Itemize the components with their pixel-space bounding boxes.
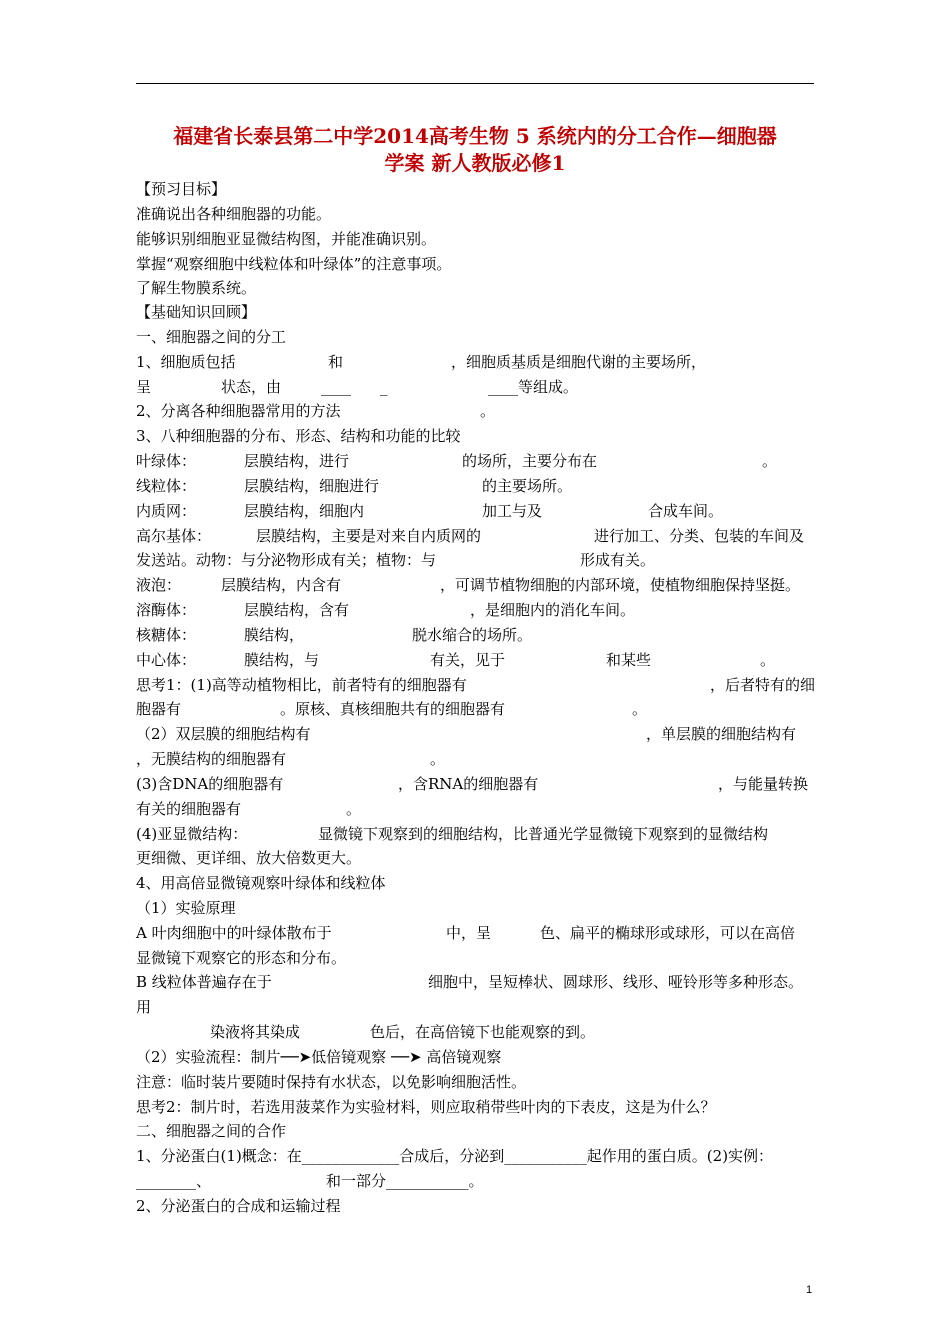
text-line-14-seg-0: 高尔基体： xyxy=(136,527,212,545)
text-line-28-seg-0: 4、用高倍显微镜观察叶绿体和线粒体 xyxy=(136,874,386,892)
text-line-12-seg-2: 的主要场所。 xyxy=(482,477,573,495)
text-line-16-seg-1: 层膜结构，内含有 xyxy=(221,576,342,594)
text-line-12-seg-0: 线粒体： xyxy=(136,477,197,495)
text-line-18-seg-1: 膜结构， xyxy=(244,626,305,644)
text-line-40-seg-0: ________、 xyxy=(136,1172,212,1190)
text-line-32-seg-1: 细胞中，呈短棒状、圆球形、线形、哑铃形等多种形态。 xyxy=(428,973,804,991)
text-line-19-seg-0: 中心体： xyxy=(136,651,197,669)
text-line-39-seg-0: 1、分泌蛋白(1)概念：在_____________合成后，分泌到___________起作用的蛋白质。(2)实例： xyxy=(136,1147,774,1165)
text-line-4-seg-0: 了解生物膜系统。 xyxy=(136,279,257,297)
text-line-6-seg-0: 一、细胞器之间的分工 xyxy=(136,328,287,346)
text-line-8-seg-3: _ xyxy=(380,378,388,396)
text-line-24-seg-0: (3)含DNA的细胞器有 xyxy=(136,775,284,793)
text-line-10-seg-0: 3、八种细胞器的分布、形态、结构和功能的比较 xyxy=(136,427,461,445)
text-line-23-seg-0: ，无膜结构的细胞器有 xyxy=(136,750,287,768)
text-line-7-seg-1: 和 xyxy=(328,353,344,371)
text-line-23-seg-1: 。 xyxy=(430,750,446,768)
text-line-8-seg-1: 状态，由 xyxy=(221,378,282,396)
text-line-13-seg-3: 合成车间。 xyxy=(648,502,724,520)
text-line-16-seg-2: ，可调节植物细胞的内部环境，使植物细胞保持坚挺。 xyxy=(440,576,801,594)
text-line-3-seg-0: 掌握“观察细胞中线粒体和叶绿体”的注意事项。 xyxy=(136,255,452,273)
text-line-36-seg-0: 注意：临时装片要随时保持有水状态，以免影响细胞活性。 xyxy=(136,1073,527,1091)
text-line-18-seg-2: 脱水缩合的场所。 xyxy=(412,626,533,644)
text-line-41-seg-0: 2、分泌蛋白的合成和运输过程 xyxy=(136,1197,341,1215)
text-line-1-seg-0: 准确说出各种细胞器的功能。 xyxy=(136,205,332,223)
text-line-34-seg-1: 色后，在高倍镜下也能观察的到。 xyxy=(370,1023,596,1041)
text-line-25-seg-0: 有关的细胞器有 xyxy=(136,800,242,818)
text-line-22-seg-1: ，单层膜的细胞结构有 xyxy=(646,725,797,743)
text-line-11-seg-3: 。 xyxy=(762,452,778,470)
text-line-19-seg-3: 和某些 xyxy=(606,651,652,669)
text-line-12-seg-1: 层膜结构，细胞进行 xyxy=(244,477,380,495)
text-line-17-seg-1: 层膜结构，含有 xyxy=(244,601,350,619)
text-line-15-seg-1: 形成有关。 xyxy=(580,551,656,569)
text-line-19-seg-1: 膜结构，与 xyxy=(244,651,320,669)
text-line-9-seg-0: 2、分离各种细胞器常用的方法 xyxy=(136,402,341,420)
text-line-29-seg-0: （1）实验原理 xyxy=(136,899,236,917)
text-line-33-seg-0: 用 xyxy=(136,998,152,1016)
text-line-17-seg-2: ，是细胞内的消化车间。 xyxy=(470,601,636,619)
text-line-8-seg-0: 呈 xyxy=(136,378,152,396)
text-line-22-seg-0: （2）双层膜的细胞结构有 xyxy=(136,725,311,743)
text-line-0-seg-0: 【预习目标】 xyxy=(136,180,227,198)
text-line-32-seg-0: B 线粒体普遍存在于 xyxy=(136,973,272,991)
text-line-26-seg-1: 显微镜下观察到的细胞结构，比普通光学显微镜下观察到的显微结构 xyxy=(318,825,769,843)
text-line-19-seg-2: 有关，见于 xyxy=(430,651,506,669)
text-line-11-seg-1: 层膜结构，进行 xyxy=(244,452,350,470)
text-line-26-seg-0: (4)亚显微结构： xyxy=(136,825,248,843)
text-line-13-seg-1: 层膜结构，细胞内 xyxy=(244,502,365,520)
text-line-20-seg-1: ，后者特有的细 xyxy=(710,676,816,694)
text-line-11-seg-0: 叶绿体： xyxy=(136,452,197,470)
text-line-37-seg-0: 思考2：制片时，若选用菠菜作为实验材料，则应取稍带些叶肉的下表皮，这是为什么？ xyxy=(136,1098,716,1116)
text-line-13-seg-0: 内质网： xyxy=(136,502,197,520)
text-line-9-seg-1: 。 xyxy=(480,402,496,420)
text-line-5-seg-0: 【基础知识回顾】 xyxy=(136,303,257,321)
text-line-21-seg-0: 胞器有 xyxy=(136,700,182,718)
text-line-20-seg-0: 思考1：(1)高等动植物相比，前者特有的细胞器有 xyxy=(136,676,467,694)
text-line-30-seg-0: A 叶肉细胞中的叶绿体散布于 xyxy=(136,924,332,942)
header-rule xyxy=(136,83,814,84)
text-line-16-seg-0: 液泡： xyxy=(136,576,182,594)
document-title-line2: 学案 新人教版必修1 xyxy=(384,151,566,175)
text-line-21-seg-2: 。 xyxy=(632,700,648,718)
text-line-30-seg-2: 色、扁平的椭球形或球形，可以在高倍 xyxy=(540,924,796,942)
text-line-15-seg-0: 发送站。动物：与分泌物形成有关；植物：与 xyxy=(136,551,437,569)
text-line-21-seg-1: 。原核、真核细胞共有的细胞器有 xyxy=(280,700,506,718)
text-line-17-seg-0: 溶酶体： xyxy=(136,601,197,619)
text-line-31-seg-0: 显微镜下观察它的形态和分布。 xyxy=(136,949,347,967)
text-line-34-seg-0: 染液将其染成 xyxy=(210,1023,301,1041)
text-line-7-seg-0: 1、细胞质包括 xyxy=(136,353,236,371)
text-line-38-seg-0: 二、细胞器之间的合作 xyxy=(136,1122,287,1140)
page-number: 1 xyxy=(806,1284,813,1296)
text-line-27-seg-0: 更细微、更详细、放大倍数更大。 xyxy=(136,849,362,867)
text-line-14-seg-1: 层膜结构，主要是对来自内质网的 xyxy=(256,527,482,545)
text-line-14-seg-2: 进行加工、分类、包装的车间及 xyxy=(594,527,805,545)
text-line-8-seg-2: ____ xyxy=(321,378,351,396)
text-line-35-seg-0: （2）实验流程：制片──➤低倍镜观察 ──➤ 高倍镜观察 xyxy=(136,1048,502,1066)
document-title-line1: 福建省长泰县第二中学2014高考生物 5 系统内的分工合作—细胞器 xyxy=(173,124,777,148)
text-line-7-seg-2: ，细胞质基质是细胞代谢的主要场所， xyxy=(451,353,707,371)
text-line-30-seg-1: 中，呈 xyxy=(446,924,492,942)
text-line-11-seg-2: 的场所，主要分布在 xyxy=(462,452,598,470)
text-line-19-seg-4: 。 xyxy=(760,651,776,669)
text-line-24-seg-2: ，与能量转换 xyxy=(718,775,809,793)
text-line-40-seg-1: 和一部分___________。 xyxy=(326,1172,484,1190)
text-line-25-seg-1: 。 xyxy=(346,800,362,818)
text-line-18-seg-0: 核糖体： xyxy=(136,626,197,644)
text-line-13-seg-2: 加工与及 xyxy=(482,502,543,520)
text-line-8-seg-4: ____等组成。 xyxy=(488,378,579,396)
text-line-2-seg-0: 能够识别细胞亚显微结构图，并能准确识别。 xyxy=(136,230,437,248)
text-line-24-seg-1: ，含RNA的细胞器有 xyxy=(398,775,539,793)
